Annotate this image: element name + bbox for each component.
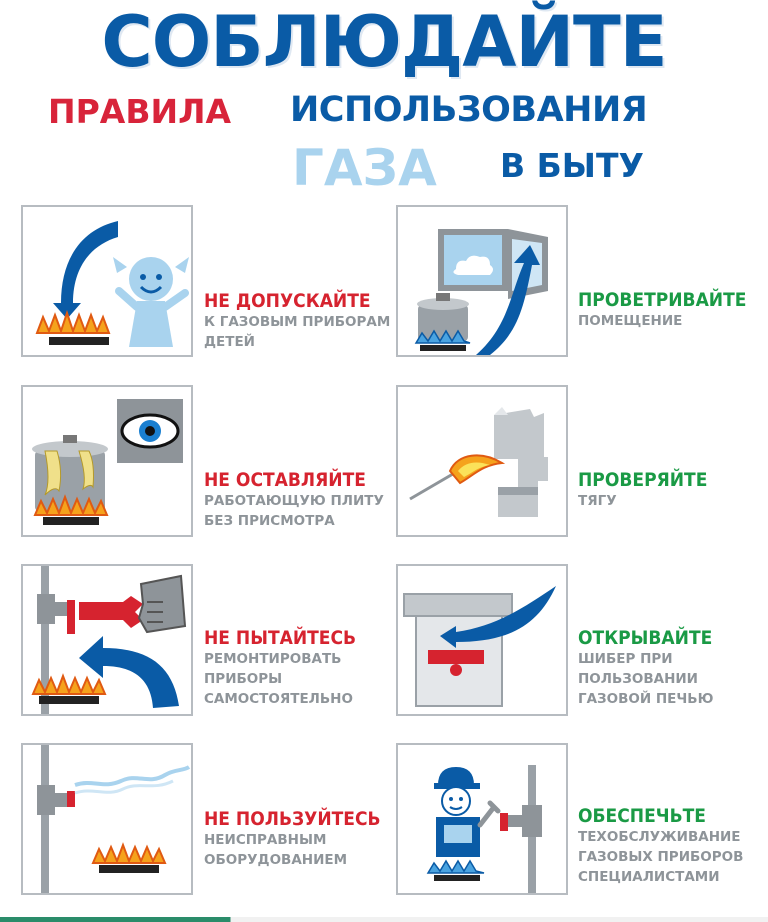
rule-2-heading: НЕ ОСТАВЛЯЙТЕ — [204, 469, 366, 491]
rule-4-label — [204, 808, 394, 870]
rule-5-heading: ПРОВЕТРИВАЙТЕ — [578, 289, 747, 311]
child-near-stove-icon — [23, 207, 193, 357]
card-no-repair — [21, 564, 193, 716]
rule-5-text: ПОМЕЩЕНИЕ — [578, 313, 683, 329]
damper-stove-icon — [398, 566, 568, 716]
hand-wrench-pipe-icon — [23, 566, 193, 716]
subtitle-at-home: В БЫТУ — [500, 146, 644, 185]
gas-technician-icon — [398, 745, 568, 895]
rule-6-label — [578, 469, 768, 511]
pot-and-eye-icon — [23, 387, 193, 537]
open-window-icon — [398, 207, 568, 357]
rule-3-label — [204, 627, 394, 709]
card-check-draft — [396, 385, 568, 537]
rule-1-label — [204, 290, 394, 352]
poster-title: СОБЛЮДАЙТЕ — [101, 1, 667, 83]
subtitle-rules: ПРАВИЛА — [48, 92, 232, 131]
card-ventilate — [396, 205, 568, 357]
rule-3-text: РЕМОНТИРОВАТЬ ПРИБОРЫ САМОСТОЯТЕЛЬНО — [204, 651, 353, 707]
rule-1-text: К ГАЗОВЫМ ПРИБОРАМ ДЕТЕЙ — [204, 314, 391, 350]
bottom-border — [0, 917, 768, 922]
rule-4-text: НЕИСПРАВНЫМ ОБОРУДОВАНИЕМ — [204, 832, 348, 868]
subtitle-gas: ГАЗА — [292, 139, 437, 197]
card-child-stove — [21, 205, 193, 357]
rule-6-text: ТЯГУ — [578, 493, 617, 509]
rule-5-label — [578, 289, 768, 331]
rule-4-heading: НЕ ПОЛЬЗУЙТЕСЬ — [204, 808, 381, 830]
gas-leak-pipe-icon — [23, 745, 193, 895]
rule-2-label — [204, 469, 394, 531]
card-unattended-stove — [21, 385, 193, 537]
card-faulty-equipment — [21, 743, 193, 895]
rule-6-heading: ПРОВЕРЯЙТЕ — [578, 469, 708, 491]
rule-8-label — [578, 805, 768, 887]
card-maintenance — [396, 743, 568, 895]
rule-2-text: РАБОТАЮЩУЮ ПЛИТУ БЕЗ ПРИСМОТРА — [204, 493, 384, 529]
rule-3-heading: НЕ ПЫТАЙТЕСЬ — [204, 627, 357, 649]
rule-7-text: ШИБЕР ПРИ ПОЛЬЗОВАНИИ ГАЗОВОЙ ПЕЧЬЮ — [578, 651, 714, 707]
rule-1-heading: НЕ ДОПУСКАЙТЕ — [204, 290, 371, 312]
rule-8-heading: ОБЕСПЕЧЬТЕ — [578, 805, 706, 827]
rule-7-label — [578, 627, 768, 709]
card-open-damper — [396, 564, 568, 716]
rule-7-heading: ОТКРЫВАЙТЕ — [578, 627, 713, 649]
match-flame-chimney-icon — [398, 387, 568, 537]
subtitle-usage: ИСПОЛЬЗОВАНИЯ — [290, 90, 648, 130]
rule-8-text: ТЕХОБСЛУЖИВАНИЕ ГАЗОВЫХ ПРИБОРОВ СПЕЦИАЛИСТАМИ — [578, 829, 744, 885]
